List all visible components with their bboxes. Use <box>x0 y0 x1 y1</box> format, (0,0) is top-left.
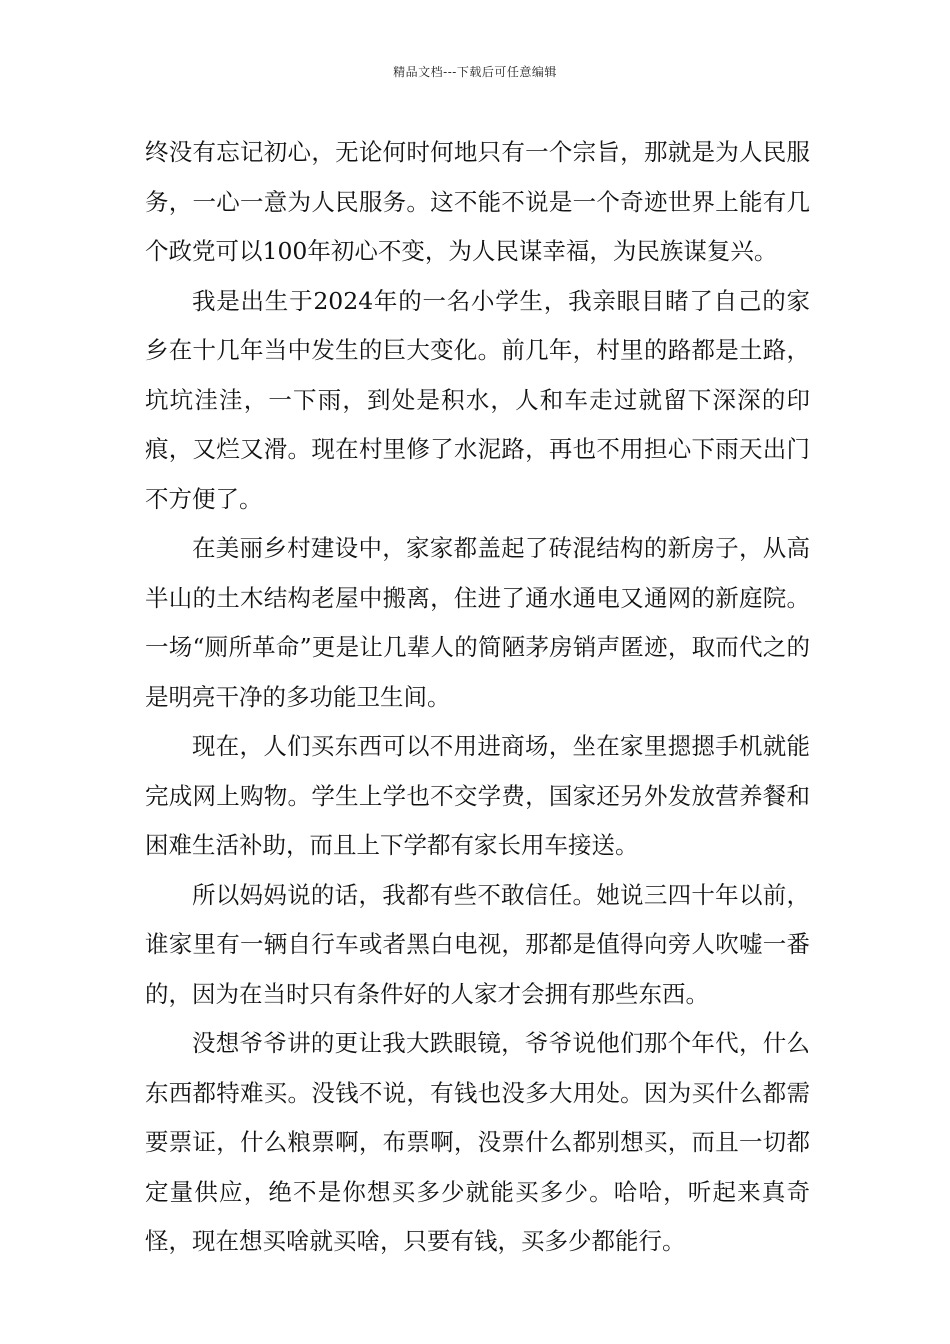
page-header: 精品文档---下载后可任意编辑 <box>393 65 557 79</box>
paragraph: 我是出生于2024年的一名小学生，我亲眼目睹了自己的家乡在十几年当中发生的巨大变化。前几年，村里的路都是土路，坑坑洼洼，一下雨，到处是积水，人和车走过就留下深深的印痕，又烂又滑。现在村里修了水泥路，再也不用担心下雨天出门不方便了。 <box>145 286 810 513</box>
paragraph: 所以妈妈说的话，我都有些不敢信任。她说三四十年以前，谁家里有一辆自行车或者黑白电视，那都是值得向旁人吹嘘一番的，因为在当时只有条件好的人家才会拥有那些东西。 <box>145 880 810 1008</box>
paragraph: 在美丽乡村建设中，家家都盖起了砖混结构的新房子，从高半山的土木结构老屋中搬离，住进了通水通电又通网的新庭院。一场“厕所革命”更是让几辈人的简陋茅房销声匿迹，取而代之的是明亮干净的多功能卫生间。 <box>145 534 810 711</box>
paragraph: 没想爷爷讲的更让我大跌眼镜，爷爷说他们那个年代，什么东西都特难买。没钱不说，有钱也没多大用处。因为买什么都需要票证，什么粮票啊，布票啊，没票什么都别想买，而且一切都定量供应，绝不是你想买多少就能买多少。哈哈，听起来真奇怪，现在想买啥就买啥，只要有钱，买多少都能行。 <box>145 1029 810 1255</box>
paragraph-continuation: 终没有忘记初心，无论何时何地只有一个宗旨，那就是为人民服务，一心一意为人民服务。这不能不说是一个奇迹世界上能有几个政党可以100年初心不变，为人民谋幸福，为民族谋复兴。 <box>145 138 810 265</box>
document-body <box>145 128 810 1267</box>
paragraph: 现在，人们买东西可以不用进商场，坐在家里摁摁手机就能完成网上购物。学生上学也不交学费，国家还另外发放营养餐和困难生活补助，而且上下学都有家长用车接送。 <box>145 732 810 859</box>
